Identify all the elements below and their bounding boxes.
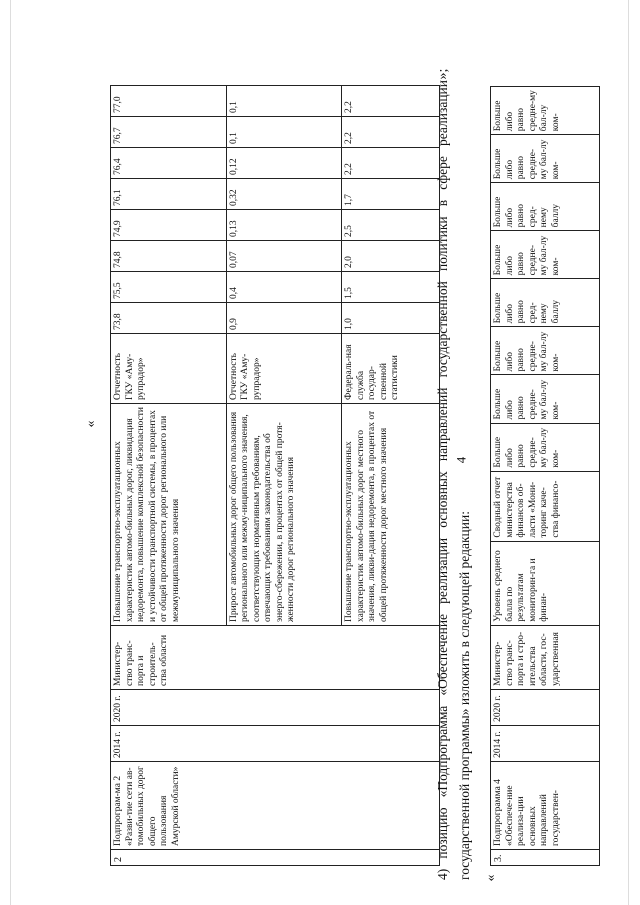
indicator-source: Сводный отчет министерства финансов об-ласти «Мони-торинг каче-ства финансо- [491,471,600,541]
value-cell: 0,13 [226,210,342,241]
value-cell: 74,8 [111,241,227,272]
indicator-name: Повышение транспортно-эксплуатационных характеристик автомо-бильных дорог, ликвидация недоремонта, повышение комплексной безопасности и устойчивости транспортной системы, в процентах от общей протяженности дорог регионального или межмуниципального значения [111,404,227,626]
end-year: 2020 г. [111,690,440,726]
value-cell: Больше либо равно сред-нему баллу [491,279,600,327]
value-cell: Больше либо равно средне-му бал-лу ком- [491,327,600,375]
indicator-name: Прирост автомобильных дорог общего пользования регионального или межму-ниципального значения, соответствующих нормативным требованиям, отвечающих требованиям законодательства об энерго-сбережении, в процентах от общей протя-женности дорог регионального значения [226,404,342,626]
value-cell: 2,2 [342,148,440,179]
table-row [111,86,227,866]
executor: Министер-ство транс-порта и строитель-ства области [111,626,440,690]
indicators-table-row3 [490,86,600,866]
row-number: 2 [111,850,440,866]
value-cell: 1,0 [342,303,440,334]
value-cell: Больше либо равно средне-му бал-лу ком- [491,231,600,279]
value-cell: Больше либо равно средне-му бал-лу ком- [491,135,600,183]
row-end-mark: »; [435,68,451,80]
row-number: 3. [491,849,600,865]
indicator-source: Отчетность ГКУ «Аму-рупрадор» [226,334,342,404]
quote-mark-bottom: « [483,874,499,882]
indicator-source: Федераль-ная служба государ-ственной статистики [342,334,440,404]
start-year: 2014 г. [491,725,600,761]
page-number: 4 [453,456,469,464]
end-year: 2020 г. [491,689,600,725]
subprogram-name: Подпрограмма 4 «Обеспече-ние реализа-ции основных направлений государствен- [491,761,600,849]
value-cell: 77,0 [111,86,227,117]
table-row [491,87,600,866]
value-cell: 0,12 [226,148,342,179]
value-cell: 2,2 [342,117,440,148]
scan-edge-left [10,0,11,905]
scan-edge-right [628,0,629,905]
value-cell: 1,7 [342,179,440,210]
executor: Министер-ство транс-порта и стро-ительства области, гос-ударственная [491,625,600,689]
value-cell: 73,8 [111,303,227,334]
indicators-table-row2 [110,86,440,866]
value-cell: 0,1 [226,117,342,148]
value-cell: Больше либо равно средне-му бал-лу ком- [491,375,600,423]
indicator-name: Повышение транспортно-эксплуатационных характеристик автомо-бильных дорог местного значения, ликви-дация недоремонта, в процентах от общей протяженности дорог местного значения [342,404,440,626]
value-cell: 74,9 [111,210,227,241]
value-cell: 76,7 [111,117,227,148]
quote-mark-top: « [83,420,99,428]
value-cell: 0,1 [226,86,342,117]
value-cell: 2,0 [342,241,440,272]
value-cell: 0,4 [226,272,342,303]
indicator-name: Уровень среднего балла по результатам мониторин-га и финан- [491,541,600,625]
value-cell: 1,5 [342,272,440,303]
start-year: 2014 г. [111,726,440,762]
value-cell: 2,5 [342,210,440,241]
value-cell: 2,2 [342,86,440,117]
amendment-paragraph: 4) позицию «Подпрограмма «Обеспечение реализации основных направлений государственной политики в сфере реализации государственной программы» изложить в следующей редакции: [435,80,472,880]
subprogram-name: Подпрограм-ма 2 «Разви-тие сети ав-томобильных дорог общего пользования Амурской области» [111,762,440,850]
value-cell: 76,4 [111,148,227,179]
value-cell: Больше либо равно средне-му бал-лу ком- [491,423,600,471]
indicator-source: Отчетность ГКУ «Аму-рупрадор» [111,334,227,404]
value-cell: Больше либо равно сред-нему баллу [491,183,600,231]
value-cell: 0,32 [226,179,342,210]
value-cell: 76,1 [111,179,227,210]
value-cell: Больше либо равно средне-му бал-лу ком- [491,87,600,135]
value-cell: 0,9 [226,303,342,334]
value-cell: 0,07 [226,241,342,272]
value-cell: 75,5 [111,272,227,303]
